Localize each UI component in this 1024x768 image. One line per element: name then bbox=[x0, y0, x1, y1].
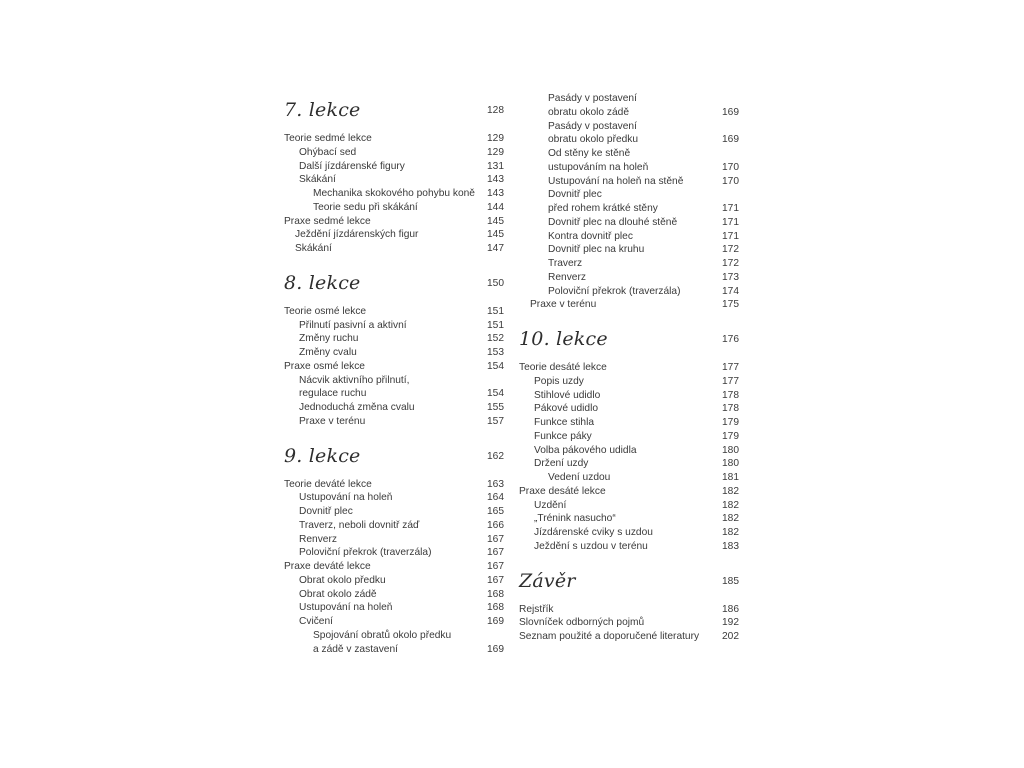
toc-entry bbox=[519, 444, 739, 458]
entry-title: Obrat okolo předku bbox=[299, 574, 386, 586]
entry-title: a zádě v zastavení bbox=[313, 643, 398, 655]
entry-title: Stihlové udidlo bbox=[534, 389, 601, 401]
toc-entry bbox=[519, 230, 739, 244]
page-number: 167 bbox=[487, 574, 504, 586]
toc-entry bbox=[284, 387, 504, 401]
toc-entry bbox=[519, 616, 739, 630]
entry-title: Přilnutí pasivní a aktivní bbox=[299, 319, 407, 331]
chapter-heading bbox=[284, 98, 504, 122]
entry-title: Poloviční překrok (traverzála) bbox=[299, 547, 432, 559]
page-number: 153 bbox=[487, 347, 504, 358]
page-number: 167 bbox=[487, 561, 504, 572]
page-number: 131 bbox=[487, 160, 504, 172]
toc-entry bbox=[519, 202, 739, 216]
entry-title: Od stěny ke stěně bbox=[548, 148, 631, 159]
toc-entry bbox=[284, 132, 504, 146]
toc-entry bbox=[519, 298, 739, 312]
page-number: 172 bbox=[722, 258, 739, 269]
page-number: 178 bbox=[722, 389, 739, 401]
entry-title: Jízdárenské cviky s uzdou bbox=[534, 527, 653, 538]
entry-title: Poloviční překrok (traverzála) bbox=[548, 285, 681, 297]
page-number: 145 bbox=[487, 215, 504, 227]
entry-title: Dovnitř plec na dlouhé stěně bbox=[548, 216, 678, 228]
toc-entry bbox=[284, 160, 504, 174]
entry-title: Praxe v terénu bbox=[530, 299, 597, 311]
entry-title: Spojování obratů okolo předku bbox=[313, 629, 452, 641]
page-number: 128 bbox=[487, 105, 504, 116]
page-number: 129 bbox=[487, 146, 504, 158]
toc-entry bbox=[284, 401, 504, 415]
toc-entry bbox=[519, 216, 739, 230]
entry-title: Změny ruchu bbox=[299, 333, 359, 345]
toc-entry bbox=[284, 615, 504, 629]
chapter-title: 9. lekce bbox=[284, 444, 361, 467]
toc-entry bbox=[519, 389, 739, 403]
toc-entry bbox=[519, 416, 739, 430]
toc-entry bbox=[284, 491, 504, 505]
toc-entry bbox=[284, 478, 504, 492]
entry-title: Teorie sedmé lekce bbox=[284, 133, 372, 144]
toc-entry bbox=[284, 215, 504, 229]
entry-title: Mechanika skokového pohybu koně bbox=[313, 188, 475, 199]
toc-entry bbox=[284, 588, 504, 602]
entry-title: Změny cvalu bbox=[299, 347, 357, 358]
page-number: 171 bbox=[722, 203, 739, 214]
chapter-heading bbox=[284, 271, 504, 295]
entry-title: Pákové udidlo bbox=[534, 403, 599, 415]
toc-entry bbox=[284, 643, 504, 657]
entry-title: Slovníček odborných pojmů bbox=[519, 617, 645, 629]
page-number: 170 bbox=[722, 175, 739, 187]
page-number: 157 bbox=[487, 415, 504, 427]
page-number: 177 bbox=[722, 375, 739, 387]
toc-entry bbox=[519, 175, 739, 189]
toc-entry bbox=[284, 505, 504, 519]
toc-entry bbox=[284, 332, 504, 346]
toc-entry bbox=[519, 257, 739, 271]
page-number: 147 bbox=[487, 243, 504, 254]
entry-title: Ježdění s uzdou v terénu bbox=[534, 540, 648, 552]
entry-title: Uzdění bbox=[534, 499, 567, 511]
entry-title: ustupováním na holeň bbox=[548, 161, 649, 173]
page-number: 202 bbox=[722, 631, 739, 642]
page-number: 182 bbox=[722, 513, 739, 525]
page-number: 181 bbox=[722, 472, 739, 483]
page-number: 169 bbox=[487, 643, 504, 655]
entry-title: Dovnitř plec bbox=[299, 506, 353, 517]
entry-title: Pasády v postavení bbox=[548, 93, 637, 104]
page-number: 192 bbox=[722, 617, 739, 629]
entry-title: Teorie desáté lekce bbox=[519, 362, 607, 373]
toc-entry bbox=[519, 402, 739, 416]
page-number: 143 bbox=[487, 188, 504, 199]
page-number: 180 bbox=[722, 444, 739, 456]
entry-title: Teorie sedu při skákání bbox=[313, 201, 418, 213]
toc-entry bbox=[519, 457, 739, 471]
page-number: 154 bbox=[487, 360, 504, 372]
entry-title: obratu okolo zádě bbox=[548, 106, 629, 118]
toc-entry bbox=[519, 243, 739, 257]
chapter-title: 8. lekce bbox=[284, 271, 361, 294]
page-number: 170 bbox=[722, 161, 739, 173]
toc-entry bbox=[519, 147, 739, 161]
toc-entry bbox=[519, 375, 739, 389]
entry-title: Skákání bbox=[295, 243, 332, 254]
entry-title: Skákání bbox=[299, 174, 336, 186]
page-number: 177 bbox=[722, 362, 739, 373]
page-number: 163 bbox=[487, 478, 504, 490]
entry-title: Ustupování na holeň na stěně bbox=[548, 175, 684, 187]
page-number: 145 bbox=[487, 229, 504, 241]
toc-entry bbox=[284, 574, 504, 588]
toc-entry bbox=[519, 106, 739, 120]
entry-title: Dovnitř plec na kruhu bbox=[548, 244, 645, 256]
toc-entry bbox=[519, 271, 739, 285]
toc-entry bbox=[519, 161, 739, 175]
toc-entry bbox=[284, 560, 504, 574]
toc-entry bbox=[519, 512, 739, 526]
page-number: 129 bbox=[487, 133, 504, 144]
page-number: 167 bbox=[487, 547, 504, 559]
page-number: 169 bbox=[722, 106, 739, 118]
chapter-heading bbox=[519, 327, 739, 351]
toc-entry bbox=[519, 188, 739, 202]
toc-entry bbox=[284, 629, 504, 643]
entry-title: Ustupování na holeň bbox=[299, 602, 393, 614]
page-number: 169 bbox=[722, 134, 739, 146]
entry-title: Praxe deváté lekce bbox=[284, 561, 371, 572]
toc-entry bbox=[284, 187, 504, 201]
entry-title: Popis uzdy bbox=[534, 375, 584, 387]
page-number: 179 bbox=[722, 430, 739, 442]
page-number: 171 bbox=[722, 216, 739, 228]
entry-title: regulace ruchu bbox=[299, 388, 367, 400]
page-number: 162 bbox=[487, 450, 504, 462]
page-number: 176 bbox=[722, 334, 739, 345]
entry-title: Další jízdárenské figury bbox=[299, 160, 405, 172]
entry-title: Funkce stihla bbox=[534, 417, 595, 428]
page-number: 183 bbox=[722, 540, 739, 552]
page-number: 165 bbox=[487, 506, 504, 517]
chapter-title: Závěr bbox=[519, 569, 576, 592]
entry-title: Praxe v terénu bbox=[299, 415, 366, 427]
entry-title: „Trénink nasucho“ bbox=[534, 513, 616, 525]
page-number: 175 bbox=[722, 299, 739, 311]
toc-entry bbox=[519, 540, 739, 554]
page-number: 166 bbox=[487, 519, 504, 531]
toc-entry bbox=[284, 228, 504, 242]
entry-title: Rejstřík bbox=[519, 603, 554, 615]
entry-title: před rohem krátké stěny bbox=[548, 203, 658, 214]
entry-title: Ježdění jízdárenských figur bbox=[295, 229, 419, 241]
page-number: 182 bbox=[722, 499, 739, 511]
page-number: 168 bbox=[487, 588, 504, 600]
entry-title: Traverz, neboli dovnitř záď bbox=[299, 519, 420, 531]
toc-entry bbox=[519, 485, 739, 499]
entry-title: Praxe sedmé lekce bbox=[284, 215, 371, 227]
entry-title: Volba pákového udidla bbox=[534, 444, 637, 456]
toc-entry bbox=[284, 319, 504, 333]
entry-title: Teorie deváté lekce bbox=[284, 478, 372, 490]
entry-title: Praxe desáté lekce bbox=[519, 485, 606, 497]
entry-title: Renverz bbox=[299, 533, 337, 545]
chapter-heading bbox=[284, 444, 504, 468]
chapter-heading bbox=[519, 569, 739, 593]
toc-entry bbox=[284, 201, 504, 215]
page-number: 180 bbox=[722, 458, 739, 470]
page-number: 151 bbox=[487, 305, 504, 317]
page-number: 169 bbox=[487, 616, 504, 627]
toc-entry bbox=[519, 361, 739, 375]
toc-entry bbox=[519, 120, 739, 134]
entry-title: Nácvik aktivního přilnutí, bbox=[299, 374, 410, 386]
toc-entry bbox=[284, 374, 504, 388]
page-number: 144 bbox=[487, 201, 504, 213]
entry-title: Pasády v postavení bbox=[548, 120, 637, 132]
entry-title: Kontra dovnitř plec bbox=[548, 230, 633, 242]
toc-entry bbox=[519, 499, 739, 513]
toc-entry bbox=[284, 360, 504, 374]
entry-title: Praxe osmé lekce bbox=[284, 360, 365, 372]
entry-title: Vedení uzdou bbox=[548, 472, 611, 483]
toc-entry bbox=[284, 305, 504, 319]
page-number: 172 bbox=[722, 244, 739, 256]
entry-title: obratu okolo předku bbox=[548, 134, 639, 146]
page-number: 173 bbox=[722, 271, 739, 283]
page-number: 174 bbox=[722, 285, 739, 297]
toc-entry bbox=[284, 519, 504, 533]
toc-entry bbox=[284, 546, 504, 560]
page-number: 164 bbox=[487, 492, 504, 504]
page-number: 182 bbox=[722, 527, 739, 538]
toc-entry bbox=[519, 430, 739, 444]
page-number: 178 bbox=[722, 403, 739, 415]
entry-title: Traverz bbox=[548, 258, 583, 269]
entry-title: Jednoduchá změna cvalu bbox=[299, 402, 415, 413]
toc-entry bbox=[284, 533, 504, 547]
toc-entry bbox=[519, 471, 739, 485]
toc-entry bbox=[519, 285, 739, 299]
entry-title: Ustupování na holeň bbox=[299, 492, 393, 504]
chapter-title: 7. lekce bbox=[284, 99, 361, 121]
page-number: 155 bbox=[487, 402, 504, 413]
page-number: 182 bbox=[722, 485, 739, 497]
toc-entry bbox=[284, 346, 504, 360]
page-number: 150 bbox=[487, 277, 504, 289]
entry-title: Renverz bbox=[548, 271, 586, 283]
entry-title: Držení uzdy bbox=[534, 458, 589, 470]
toc-entry bbox=[519, 603, 739, 617]
toc-entry bbox=[284, 415, 504, 429]
page-number: 152 bbox=[487, 333, 504, 345]
toc-entry bbox=[284, 173, 504, 187]
page-number: 151 bbox=[487, 319, 504, 331]
entry-title: Ohýbací sed bbox=[299, 146, 357, 158]
page-number: 167 bbox=[487, 533, 504, 545]
entry-title: Seznam použité a doporučené literatury bbox=[519, 631, 700, 642]
page-number: 154 bbox=[487, 388, 504, 400]
toc-entry bbox=[519, 92, 739, 106]
page-number: 186 bbox=[722, 603, 739, 615]
page-number: 168 bbox=[487, 602, 504, 614]
page-number: 179 bbox=[722, 417, 739, 428]
page-number: 143 bbox=[487, 174, 504, 186]
entry-title: Funkce páky bbox=[534, 430, 592, 442]
toc-entry bbox=[519, 630, 739, 644]
toc-entry bbox=[284, 242, 504, 256]
page-number: 171 bbox=[722, 230, 739, 242]
entry-title: Dovnitř plec bbox=[548, 189, 602, 201]
toc-entry bbox=[519, 133, 739, 147]
toc-entry bbox=[519, 526, 739, 540]
entry-title: Cvičení bbox=[299, 616, 333, 627]
toc-entry bbox=[284, 601, 504, 615]
toc-entry bbox=[284, 146, 504, 160]
chapter-title: 10. lekce bbox=[519, 328, 608, 350]
entry-title: Teorie osmé lekce bbox=[284, 305, 367, 317]
entry-title: Obrat okolo zádě bbox=[299, 588, 377, 600]
page-number: 185 bbox=[722, 575, 739, 587]
